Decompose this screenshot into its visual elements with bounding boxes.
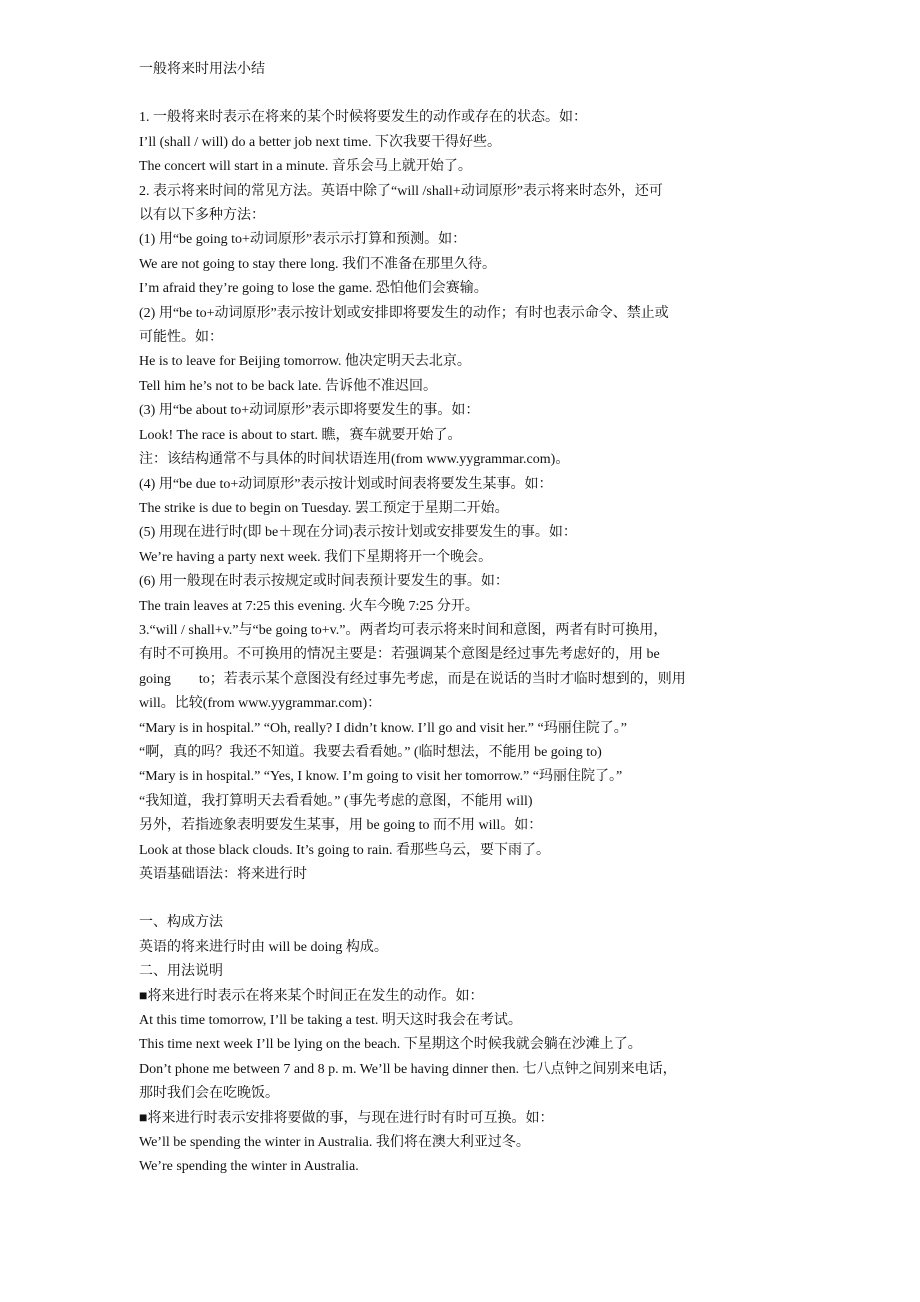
text-line: Don’t phone me between 7 and 8 p. m. We’ll be having dinner then. 七八点钟之间别来电话， — [139, 1061, 677, 1077]
text-line: “Mary is in hospital.” “Oh, really? I didn’t know. I’ll go and visit her.” “玛丽住院了。” — [139, 720, 627, 736]
text-line: This time next week I’ll be lying on the beach. 下星期这个时候我就会躺在沙滩上了。 — [139, 1037, 642, 1053]
text-line: The strike is due to begin on Tuesday. 罢工预定于星期二开始。 — [139, 500, 509, 516]
text-line: 以有以下多种方法： — [139, 208, 265, 224]
text-line: “我知道，我打算明天去看看她。” (事先考虑的意图，不能用 will) — [139, 793, 533, 809]
text-line: I’m afraid they’re going to lose the game. 恐怕他们会赛输。 — [139, 281, 488, 297]
text-line: 另外，若指迹象表明要发生某事，用 be going to 而不用 will。如： — [139, 818, 543, 834]
blank-line — [139, 82, 789, 106]
blank-line — [139, 887, 789, 911]
text-line: (4) 用“be due to+动词原形”表示按计划或时间表将要发生某事。如： — [139, 476, 553, 492]
text-line: The concert will start in a minute. 音乐会马上就开始了。 — [139, 159, 472, 175]
text-line: (2) 用“be to+动词原形”表示按计划或安排即将要发生的动作；有时也表示命令、禁止或 — [139, 305, 669, 321]
text-line: going to；若表示某个意图没有经过事先考虑，而是在说话的当时才临时想到的，则用 — [139, 671, 686, 687]
text-line: 3.“will / shall+v.”与“be going to+v.”。两者均可表示将来时间和意图，两者有时可换用， — [139, 622, 668, 638]
text-line: 英语的将来进行时由 will be doing 构成。 — [139, 939, 388, 955]
text-line: 有时不可换用。不可换用的情况主要是：若强调某个意图是经过事先考虑好的，用 be — [139, 647, 660, 663]
section-future-continuous — [139, 911, 789, 1179]
section-general-future — [139, 106, 789, 887]
text-line: We are not going to stay there long. 我们不准备在那里久待。 — [139, 256, 496, 272]
text-line: We’re spending the winter in Australia. — [139, 1159, 359, 1175]
text-line: 可能性。如： — [139, 330, 223, 346]
text-line: We’ll be spending the winter in Australia. 我们将在澳大利亚过冬。 — [139, 1135, 530, 1151]
text-line: Look at those black clouds. It’s going to rain. 看那些乌云，要下雨了。 — [139, 842, 551, 858]
text-line: Tell him he’s not to be back late. 告诉他不准迟回。 — [139, 378, 438, 394]
text-line: We’re having a party next week. 我们下星期将开一个晚会。 — [139, 549, 493, 565]
text-line: “啊，真的吗？我还不知道。我要去看看她。” (临时想法，不能用 be going to) — [139, 744, 602, 760]
text-line: 注：该结构通常不与具体的时间状语连用(from www.yygrammar.com)。 — [139, 452, 570, 468]
text-line: will。比较(from www.yygrammar.com)： — [139, 696, 382, 712]
document-body — [139, 58, 789, 1180]
text-line: ■将来进行时表示安排将要做的事，与现在进行时有时可互换。如： — [139, 1110, 554, 1126]
text-line: (3) 用“be about to+动词原形”表示即将要发生的事。如： — [139, 403, 480, 419]
text-line: Look! The race is about to start. 瞧，赛车就要开始了。 — [139, 427, 462, 443]
text-line: (1) 用“be going to+动词原形”表示示打算和预测。如： — [139, 232, 467, 248]
text-line: 二、用法说明 — [139, 964, 223, 980]
section-heading: 英语基础语法：将来进行时 — [139, 867, 307, 882]
text-line: At this time tomorrow, I’ll be taking a test. 明天这时我会在考试。 — [139, 1013, 522, 1029]
text-line: (6) 用一般现在时表示按规定或时间表预计要发生的事。如： — [139, 574, 509, 590]
text-line: He is to leave for Beijing tomorrow. 他决定明天去北京。 — [139, 354, 471, 370]
text-line: (5) 用现在进行时(即 be＋现在分词)表示按计划或安排要发生的事。如： — [139, 525, 577, 541]
text-line: 那时我们会在吃晚饭。 — [139, 1086, 279, 1102]
text-line: The train leaves at 7:25 this evening. 火车今晚 7:25 分开。 — [139, 598, 479, 614]
text-line: 1. 一般将来时表示在将来的某个时候将要发生的动作或存在的状态。如： — [139, 110, 587, 126]
text-line: ■将来进行时表示在将来某个时间正在发生的动作。如： — [139, 988, 484, 1004]
text-line: “Mary is in hospital.” “Yes, I know. I’m going to visit her tomorrow.” “玛丽住院了。” — [139, 769, 623, 785]
text-line: 2. 表示将来时间的常见方法。英语中除了“will /shall+动词原形”表示将来时态外，还可 — [139, 183, 663, 199]
text-line: I’ll (shall / will) do a better job next time. 下次我要干得好些。 — [139, 134, 501, 150]
text-line: 一、构成方法 — [139, 915, 223, 931]
document-title: 一般将来时用法小结 — [139, 62, 265, 77]
